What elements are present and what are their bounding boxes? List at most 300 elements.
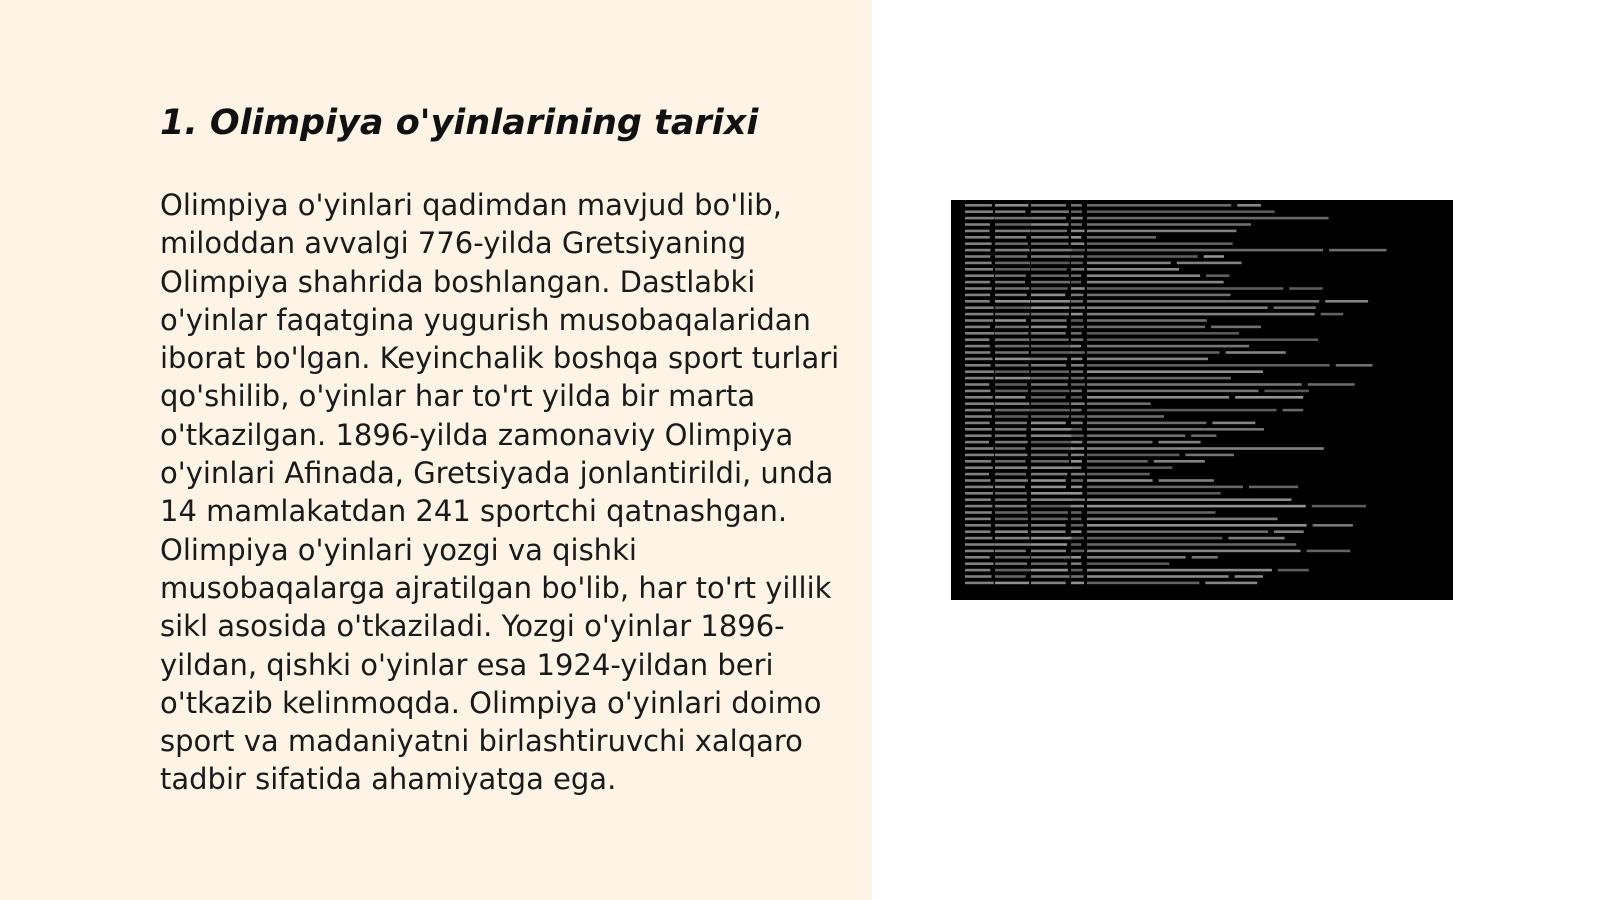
log-line-segment xyxy=(1031,479,1066,482)
log-line-segment xyxy=(1087,582,1199,585)
log-line-segment xyxy=(1087,351,1220,354)
log-line-segment xyxy=(995,466,1027,469)
log-line-segment xyxy=(965,351,990,354)
log-line-segment xyxy=(1087,210,1275,213)
log-line-segment xyxy=(1313,524,1353,527)
log-line-segment xyxy=(1087,447,1324,450)
log-line-segment xyxy=(1071,268,1084,271)
log-line-segment xyxy=(995,383,1027,386)
log-line-segment xyxy=(965,230,989,233)
log-line-segment xyxy=(1071,486,1082,489)
log-line-segment xyxy=(1071,358,1082,361)
log-line-segment xyxy=(995,422,1027,425)
log-line-segment xyxy=(1159,441,1201,444)
log-line-segment xyxy=(965,460,991,463)
log-line-segment xyxy=(1154,460,1205,463)
log-line-segment xyxy=(1071,498,1085,501)
log-line-segment xyxy=(1031,217,1066,220)
log-line-segment xyxy=(995,524,1028,527)
log-line-segment xyxy=(1031,383,1068,386)
log-line-segment xyxy=(1031,511,1068,514)
log-line-segment xyxy=(995,377,1031,380)
log-line-segment xyxy=(1235,575,1263,578)
log-line-segment xyxy=(1071,236,1081,239)
log-line-segment xyxy=(965,486,993,489)
log-line-segment xyxy=(1071,569,1083,572)
log-line-segment xyxy=(1087,390,1258,393)
log-line-segment xyxy=(1087,473,1150,476)
log-line-segment xyxy=(1307,550,1351,553)
log-line-segment xyxy=(1087,530,1268,533)
log-line-segment xyxy=(995,575,1026,578)
log-line-segment xyxy=(1087,319,1207,322)
log-line-segment xyxy=(1031,294,1065,297)
log-line-segment xyxy=(1191,434,1216,437)
log-line-segment xyxy=(1031,364,1066,367)
log-line-segment xyxy=(1071,582,1084,585)
log-line-segment xyxy=(1087,255,1198,258)
log-line-segment xyxy=(1087,569,1272,572)
log-line-segment xyxy=(995,460,1026,463)
log-line-segment xyxy=(1071,402,1085,405)
log-line-segment xyxy=(1071,326,1084,329)
log-line-segment xyxy=(1071,537,1084,540)
log-line-segment xyxy=(1087,562,1169,565)
log-line-segment xyxy=(1087,524,1307,527)
log-line-segment xyxy=(1087,364,1330,367)
log-line-segment xyxy=(965,332,994,335)
log-line-segment xyxy=(1071,530,1081,533)
log-line-segment xyxy=(965,223,990,226)
log-line-segment xyxy=(995,255,1027,258)
log-line-segment xyxy=(965,306,994,309)
log-line-segment xyxy=(995,262,1030,265)
log-line-segment xyxy=(995,236,1026,239)
log-line-segment xyxy=(965,262,992,265)
log-line-segment xyxy=(1071,422,1083,425)
log-line-segment xyxy=(1031,377,1069,380)
log-line-segment xyxy=(1071,332,1082,335)
log-line-segment xyxy=(1071,370,1083,373)
log-line-segment xyxy=(1031,543,1067,546)
log-line-segment xyxy=(1031,210,1069,213)
log-line-segment xyxy=(965,358,993,361)
log-line-segment xyxy=(1031,313,1069,316)
log-line-segment xyxy=(1329,249,1386,252)
log-line-segment xyxy=(995,230,1031,233)
log-line-segment xyxy=(995,390,1028,393)
log-line-segment xyxy=(1031,332,1066,335)
log-line-segment xyxy=(1087,358,1208,361)
log-line-segment xyxy=(1031,319,1067,322)
log-line-segment xyxy=(995,306,1030,309)
log-line-segment xyxy=(965,428,992,431)
log-line-segment xyxy=(995,492,1027,495)
log-line-segment xyxy=(1204,255,1224,258)
log-line-segment xyxy=(1071,319,1083,322)
log-line-segment xyxy=(1071,287,1085,290)
log-line-segment xyxy=(995,210,1025,213)
log-line-segment xyxy=(1071,300,1083,303)
log-line-segment xyxy=(995,479,1028,482)
log-line-segment xyxy=(1031,454,1068,457)
log-line-segment xyxy=(1031,262,1070,265)
log-line-segment xyxy=(1071,364,1084,367)
log-line-segment xyxy=(965,422,990,425)
log-line-segment xyxy=(1249,486,1298,489)
log-line-segment xyxy=(995,530,1028,533)
log-line-segment xyxy=(1031,441,1071,444)
log-line-segment xyxy=(965,537,992,540)
log-line-segment xyxy=(1237,204,1261,207)
log-line-segment xyxy=(1031,550,1066,553)
log-line-segment xyxy=(965,562,994,565)
log-line-segment xyxy=(965,524,991,527)
log-line-segment xyxy=(1031,204,1066,207)
log-line-segment xyxy=(1087,281,1224,284)
log-line-segment xyxy=(995,338,1029,341)
slide-title: 1. Olimpiya o'yinlarining tarixi xyxy=(160,103,759,143)
log-line-segment xyxy=(1071,428,1082,431)
log-line-segment xyxy=(1087,428,1264,431)
log-line-segment xyxy=(995,556,1030,559)
log-line-segment xyxy=(1087,383,1302,386)
log-line-segment xyxy=(995,441,1028,444)
log-line-segment xyxy=(965,326,990,329)
log-line-segment xyxy=(1071,550,1084,553)
log-line-segment xyxy=(1071,210,1082,213)
log-line-segment xyxy=(1087,326,1205,329)
log-line-segment xyxy=(1031,287,1068,290)
log-line-segment xyxy=(1071,338,1083,341)
log-line-segment xyxy=(1325,300,1368,303)
log-line-segment xyxy=(995,274,1026,277)
log-line-segment xyxy=(1031,486,1066,489)
log-line-segment xyxy=(1087,575,1229,578)
log-line-segment xyxy=(1031,434,1071,437)
log-line-segment xyxy=(1071,217,1083,220)
log-line-segment xyxy=(1159,479,1214,482)
log-line-segment xyxy=(1087,460,1148,463)
log-line-segment xyxy=(1087,396,1229,399)
log-line-segment xyxy=(995,319,1026,322)
log-line-segment xyxy=(995,223,1031,226)
log-line-segment xyxy=(1071,562,1081,565)
log-line-segment xyxy=(1071,313,1083,316)
log-line-segment xyxy=(995,543,1031,546)
log-line-segment xyxy=(1087,466,1172,469)
log-line-segment xyxy=(1031,492,1071,495)
log-line-segment xyxy=(1071,294,1083,297)
log-line-segment xyxy=(995,287,1029,290)
log-line-segment xyxy=(1031,518,1068,521)
log-line-segment xyxy=(1071,511,1082,514)
log-line-segment xyxy=(1071,460,1082,463)
log-line-segment xyxy=(1185,454,1234,457)
log-line-segment xyxy=(1264,390,1309,393)
log-line-segment xyxy=(1031,281,1070,284)
log-line-segment xyxy=(1087,370,1263,373)
log-line-segment xyxy=(1031,582,1066,585)
log-line-segment xyxy=(965,396,993,399)
log-line-segment xyxy=(995,351,1029,354)
log-line-segment xyxy=(965,313,994,316)
log-line-segment xyxy=(995,537,1030,540)
log-line-segment xyxy=(1031,370,1069,373)
log-line-segment xyxy=(995,428,1027,431)
log-line-segment xyxy=(995,518,1028,521)
log-line-segment xyxy=(1087,230,1236,233)
log-line-segment xyxy=(1031,466,1072,469)
log-line-segment xyxy=(995,454,1027,457)
log-line-segment xyxy=(965,434,992,437)
log-line-segment xyxy=(1087,498,1291,501)
log-line-segment xyxy=(1087,204,1231,207)
log-line-segment xyxy=(1283,409,1304,412)
log-line-segment xyxy=(1087,486,1243,489)
log-line-segment xyxy=(965,268,993,271)
log-line-segment xyxy=(1087,492,1221,495)
log-line-segment xyxy=(995,242,1028,245)
log-line-segment xyxy=(995,473,1026,476)
log-line-segment xyxy=(1031,409,1070,412)
log-line-segment xyxy=(1031,562,1067,565)
log-line-segment xyxy=(995,300,1030,303)
log-line-segment xyxy=(1031,268,1067,271)
log-line-segment xyxy=(1071,409,1082,412)
log-line-segment xyxy=(965,287,992,290)
log-line-segment xyxy=(1336,364,1373,367)
log-line-segment xyxy=(1071,524,1083,527)
log-line-segment xyxy=(1087,415,1164,418)
log-line-segment xyxy=(1031,223,1069,226)
log-line-segment xyxy=(1087,236,1156,239)
log-line-segment xyxy=(1031,300,1070,303)
log-line-segment xyxy=(1071,306,1085,309)
log-line-segment xyxy=(965,518,991,521)
log-line-segment xyxy=(1071,383,1085,386)
log-line-segment xyxy=(1087,262,1171,265)
log-line-segment xyxy=(1071,505,1084,508)
log-line-segment xyxy=(1087,434,1185,437)
log-line-segment xyxy=(995,415,1028,418)
log-line-segment xyxy=(1071,575,1084,578)
log-line-segment xyxy=(1274,306,1316,309)
log-line-segment xyxy=(1087,518,1278,521)
log-line-segment xyxy=(1071,223,1082,226)
log-line-segment xyxy=(1031,460,1069,463)
log-line-segment xyxy=(1031,230,1067,233)
log-line-segment xyxy=(1087,479,1153,482)
log-line-segment xyxy=(1031,498,1072,501)
log-line-segment xyxy=(995,511,1028,514)
log-line-segment xyxy=(1031,505,1071,508)
log-line-segment xyxy=(1031,255,1070,258)
log-line-segment xyxy=(1031,556,1070,559)
log-line-segment xyxy=(1087,268,1179,271)
log-line-segment xyxy=(965,441,989,444)
log-line-segment xyxy=(1031,530,1066,533)
log-line-segment xyxy=(1235,396,1303,399)
log-line-segment xyxy=(965,473,989,476)
log-line-segment xyxy=(995,505,1027,508)
log-line-segment xyxy=(965,454,994,457)
log-line-segment xyxy=(965,345,990,348)
log-line-segment xyxy=(995,268,1030,271)
log-line-segment xyxy=(995,217,1031,220)
log-line-segment xyxy=(995,569,1031,572)
log-line-segment xyxy=(995,294,1027,297)
log-line-segment xyxy=(1071,556,1081,559)
log-line-segment xyxy=(1177,262,1242,265)
log-line-segment xyxy=(995,409,1031,412)
log-line-segment xyxy=(965,236,990,239)
log-line-segment xyxy=(965,498,991,501)
log-line-segment xyxy=(965,300,990,303)
log-line-segment xyxy=(1087,274,1200,277)
log-line-segment xyxy=(1071,396,1082,399)
log-line-segment xyxy=(1031,537,1072,540)
log-line-segment xyxy=(995,370,1029,373)
log-line-segment xyxy=(1031,447,1073,450)
log-line-segment xyxy=(1031,569,1068,572)
log-line-segment xyxy=(1071,274,1081,277)
log-line-segment xyxy=(1031,338,1069,341)
log-line-segment xyxy=(965,409,991,412)
log-line-segment xyxy=(1031,249,1072,252)
log-line-segment xyxy=(1031,390,1070,393)
log-line-segment xyxy=(965,466,993,469)
log-line-segment xyxy=(995,550,1026,553)
log-line-segment xyxy=(965,492,993,495)
log-line-segment xyxy=(995,326,1029,329)
log-line-segment xyxy=(1289,287,1322,290)
log-line-segment xyxy=(1071,230,1085,233)
log-line-segment xyxy=(995,434,1026,437)
log-line-segment xyxy=(1031,575,1070,578)
log-line-segment xyxy=(1071,262,1083,265)
slide-body-text: Olimpiya o'yinlari qadimdan mavjud bo'lib, miloddan avvalgi 776-yilda Gretsiyaning Olimpiya shahrida boshlangan. Dastlabki o'yinlar faqatgina yugurish musobaqalaridan iborat bo'lgan. Keyinchalik boshqa sport turlari qo'shilib, o'yinlar har to'rt yilda bir marta o'tkazilgan. 1896-yilda zamonaviy Olimpiya o'yinlari Afinada, Gretsiyada jonlantirildi, unda 14 mamlakatdan 241 sportchi qatnashgan. Olimpiya o'yinlari yozgi va qishki musobaqalarga ajratilgan bo'lib, har to'rt yillik sikl asosida o'tkaziladi. Yozgi o'yinlar 1896-yildan, qishki o'yinlar esa 1924-yildan beri o'tkazib kelinmoqda. Olimpiya o'yinlari doimo sport va madaniyatni birlashtiruvchi xalqaro tadbir sifatida ahamiyatga ega. xyxy=(160,188,840,797)
log-line-segment xyxy=(1087,217,1329,220)
log-line-segment xyxy=(965,447,994,450)
log-line-segment xyxy=(965,569,990,572)
log-line-segment xyxy=(1031,524,1066,527)
log-line-segment xyxy=(1206,274,1229,277)
log-line-segment xyxy=(1308,383,1355,386)
log-line-segment xyxy=(1205,582,1257,585)
log-line-segment xyxy=(1228,537,1284,540)
log-line-segment xyxy=(995,562,1027,565)
log-line-segment xyxy=(1071,479,1083,482)
log-line-segment xyxy=(1071,249,1085,252)
log-line-segment xyxy=(1212,422,1255,425)
log-line-segment xyxy=(1087,454,1179,457)
log-line-segment xyxy=(965,255,990,258)
log-line-segment xyxy=(1071,492,1082,495)
log-line-segment xyxy=(1031,402,1070,405)
log-line-segment xyxy=(965,530,990,533)
log-line-segment xyxy=(1087,505,1306,508)
log-line-segment xyxy=(1071,390,1082,393)
log-line-segment xyxy=(995,447,1026,450)
log-line-segment xyxy=(1087,537,1222,540)
log-line-segment xyxy=(1031,473,1067,476)
log-line-segment xyxy=(995,402,1030,405)
log-line-segment xyxy=(1031,306,1069,309)
log-line-segment xyxy=(965,556,990,559)
log-line-segment xyxy=(1087,556,1186,559)
log-line-segment xyxy=(965,338,989,341)
log-line-segment xyxy=(965,377,994,380)
log-line-segment xyxy=(1071,281,1081,284)
log-line-segment xyxy=(995,358,1031,361)
log-line-segment xyxy=(1087,287,1283,290)
log-line-segment xyxy=(1031,422,1066,425)
log-line-segment xyxy=(1278,569,1309,572)
log-line-segment xyxy=(1087,332,1239,335)
log-line-segment xyxy=(1087,294,1231,297)
log-line-segment xyxy=(995,396,1026,399)
log-line-segment xyxy=(995,281,1025,284)
log-line-segment xyxy=(1071,204,1082,207)
log-line-segment xyxy=(1031,351,1072,354)
log-line-segment xyxy=(1031,242,1069,245)
log-line-segment xyxy=(1071,242,1084,245)
log-line-segment xyxy=(1071,518,1081,521)
log-line-segment xyxy=(965,249,991,252)
log-line-segment xyxy=(1211,326,1261,329)
log-line-segment xyxy=(995,582,1029,585)
log-line-segment xyxy=(965,543,995,546)
terminal-log-image xyxy=(951,200,1453,600)
log-line-segment xyxy=(1087,377,1231,380)
log-line-segment xyxy=(1087,300,1319,303)
log-line-segment xyxy=(1071,415,1085,418)
log-line-segment xyxy=(1087,249,1323,252)
log-line-segment xyxy=(1087,511,1215,514)
log-line-segment xyxy=(965,210,993,213)
log-line-segment xyxy=(995,345,1029,348)
log-line-segment xyxy=(965,582,994,585)
log-line-segment xyxy=(965,390,990,393)
log-line-segment xyxy=(1087,409,1277,412)
log-line-segment xyxy=(1071,377,1084,380)
log-line-segment xyxy=(965,370,994,373)
log-line-segment xyxy=(1031,428,1071,431)
log-line-segment xyxy=(1071,434,1084,437)
log-line-segment xyxy=(1071,473,1085,476)
log-line-segment xyxy=(1031,345,1072,348)
log-line-segment xyxy=(1087,422,1206,425)
log-line-segment xyxy=(965,383,989,386)
log-line-segment xyxy=(965,319,993,322)
log-line-segment xyxy=(1087,242,1233,245)
log-line-segment xyxy=(965,402,994,405)
log-line-segment xyxy=(995,332,1028,335)
log-line-segment xyxy=(965,217,995,220)
log-line-segment xyxy=(995,249,1030,252)
log-line-segment xyxy=(965,575,992,578)
log-line-segment xyxy=(1031,326,1067,329)
log-line-segment xyxy=(1031,396,1066,399)
log-line-segment xyxy=(1321,313,1344,316)
log-line-segment xyxy=(1087,313,1315,316)
log-line-segment xyxy=(995,498,1027,501)
log-line-segment xyxy=(1087,345,1249,348)
log-line-segment xyxy=(1087,338,1318,341)
log-line-segment xyxy=(965,479,991,482)
log-line-segment xyxy=(1087,402,1151,405)
